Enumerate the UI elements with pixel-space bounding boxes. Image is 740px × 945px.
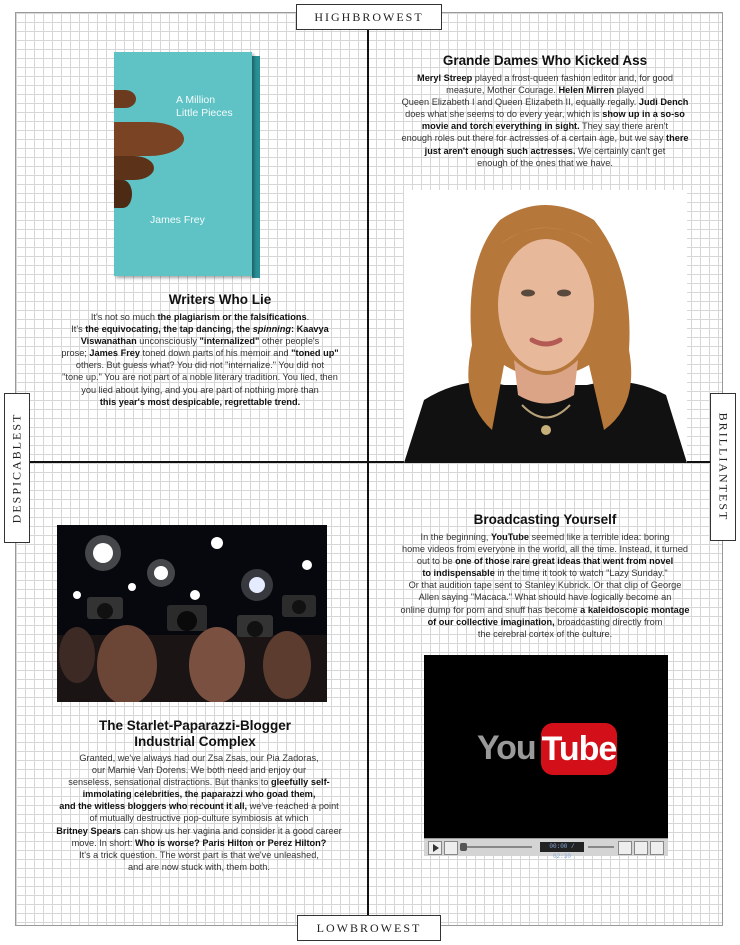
axis-label-right [710, 393, 736, 541]
section-body-writers-who-lie [40, 311, 360, 408]
book-front [114, 52, 252, 276]
text-line: Queen Elizabeth I and Queen Elizabeth II, equally regally. Judi Dench [401, 97, 689, 108]
volume-icon[interactable] [618, 841, 632, 855]
volume-track[interactable] [588, 846, 614, 848]
text-line: "tone up." You are not part of a noble literary tradition. You lied, then [62, 372, 338, 383]
play-icon [433, 844, 439, 852]
progress-track[interactable] [462, 846, 532, 848]
vertical-axis [367, 30, 369, 915]
axis-label-right-text: BRILLIANTEST [716, 412, 731, 522]
text-line: just aren't enough such actresses. We certainly can't get [424, 145, 666, 156]
text-line: out to be one of those rare great ideas that went from novel [416, 556, 674, 567]
play-button[interactable] [428, 841, 442, 855]
text-line: senseless, sensational distractions. But thanks to gleefully self- [68, 777, 330, 788]
text-line: home videos from everyone in the world, all the time. Instead, it turned [402, 544, 688, 555]
time-display: 00:00 / 02:30 [540, 842, 584, 852]
player-controls [424, 838, 668, 860]
text-line: enough roles out there for actresses of a certain age, but we say there [401, 133, 689, 144]
text-line: the cerebral cortex of the culture. [477, 628, 613, 639]
text-line: of our collective imagination, broadcasting directly from [427, 616, 663, 627]
text-line: online dump for porn and snuff has become a kaleidoscopic montage [400, 604, 690, 615]
text-line: of mutually destructive pop-culture symbiosis at which [89, 813, 309, 824]
text-line: immolating celebrities, the paparazzi who goad them, [82, 789, 316, 800]
text-line: you lied about lying, and you are part of nothing more than [81, 384, 319, 395]
book-title: A Million Little Pieces [176, 94, 233, 119]
text-line: Or that audition tape sent to Stanley Kubrick. Or that clip of George [408, 580, 682, 591]
section-body-grande-dames [378, 72, 712, 169]
text-line: movie and torch everything in sight. They say there aren't [421, 121, 669, 132]
text-line: Meryl Streep played a frost-queen fashion editor and, for good [417, 73, 673, 83]
book-author: James Frey [150, 214, 205, 226]
paparazzi-photo [57, 525, 327, 702]
stop-button[interactable] [444, 841, 458, 855]
fullscreen-button[interactable] [634, 841, 648, 855]
text-line: measure, Mother Courage. Helen Mirren played [446, 85, 644, 96]
text-line: It's not so much the plagiarism or the falsifications. [90, 312, 310, 322]
section-title-writers-who-lie: Writers Who Lie [168, 292, 272, 307]
axis-label-left [4, 393, 30, 543]
text-line: and are now stuck with, them both. [128, 861, 270, 872]
text-line: this year's most despicable, regrettable trend. [99, 396, 301, 407]
text-line: Granted, we've always had our Zsa Zsas, our Pia Zadoras, [79, 753, 319, 763]
text-line: It's the equivocating, the tap dancing, the spinning: Kaavya [71, 324, 329, 335]
section-body-starlet-paparazzi [33, 752, 365, 873]
menu-button[interactable] [650, 841, 664, 855]
portrait-photo [404, 190, 687, 463]
book-spine [252, 56, 260, 278]
text-line: In the beginning, YouTube seemed like a terrible idea: boring [420, 532, 670, 542]
text-line: others. But guess what? You did not "internalize." You did not [75, 360, 325, 371]
text-line: our Mamie Van Dorens. We both need and enjoy our [91, 765, 307, 776]
section-title-starlet-paparazzi: The Starlet-Paparazzi-Blogger Industrial Complex [98, 718, 292, 749]
axis-label-left-text: DESPICABLEST [9, 412, 24, 524]
text-line: prose; James Frey toned down parts of his memoir and "toned up" [61, 348, 339, 359]
section-body-broadcasting-yourself [378, 531, 712, 640]
axis-label-bottom: LOWBROWEST [297, 915, 441, 941]
text-line: Allen saying "Macaca." What should have logically become an [418, 592, 672, 603]
book-cover-image [114, 52, 260, 278]
axis-label-top: HIGHBROWEST [296, 4, 442, 30]
text-line: enough of the ones that we have. [477, 157, 613, 168]
text-line: Viswanathan unconsciously "internalized" other people's [80, 336, 320, 347]
text-line: It's a trick question. The worst part is that we've unleashed, [79, 849, 319, 860]
section-title-grande-dames: Grande Dames Who Kicked Ass [442, 53, 648, 68]
progress-knob[interactable] [460, 843, 467, 851]
text-line: Britney Spears can show us her vagina and consider it a good career [56, 825, 342, 836]
text-line: to indispensable in the time it took to watch "Lazy Sunday." [422, 568, 668, 579]
section-title-broadcasting-yourself: Broadcasting Yourself [473, 512, 617, 527]
text-line: does what she seems to do every year, which is show up in a so-so [405, 109, 685, 120]
text-line: move. In short: Who is worse? Paris Hilton or Perez Hilton? [71, 837, 327, 848]
text-line: and the witless bloggers who recount it all, we've reached a point [59, 801, 339, 812]
video-player[interactable]: You Tube 00:00 / 02:30 [424, 655, 668, 855]
